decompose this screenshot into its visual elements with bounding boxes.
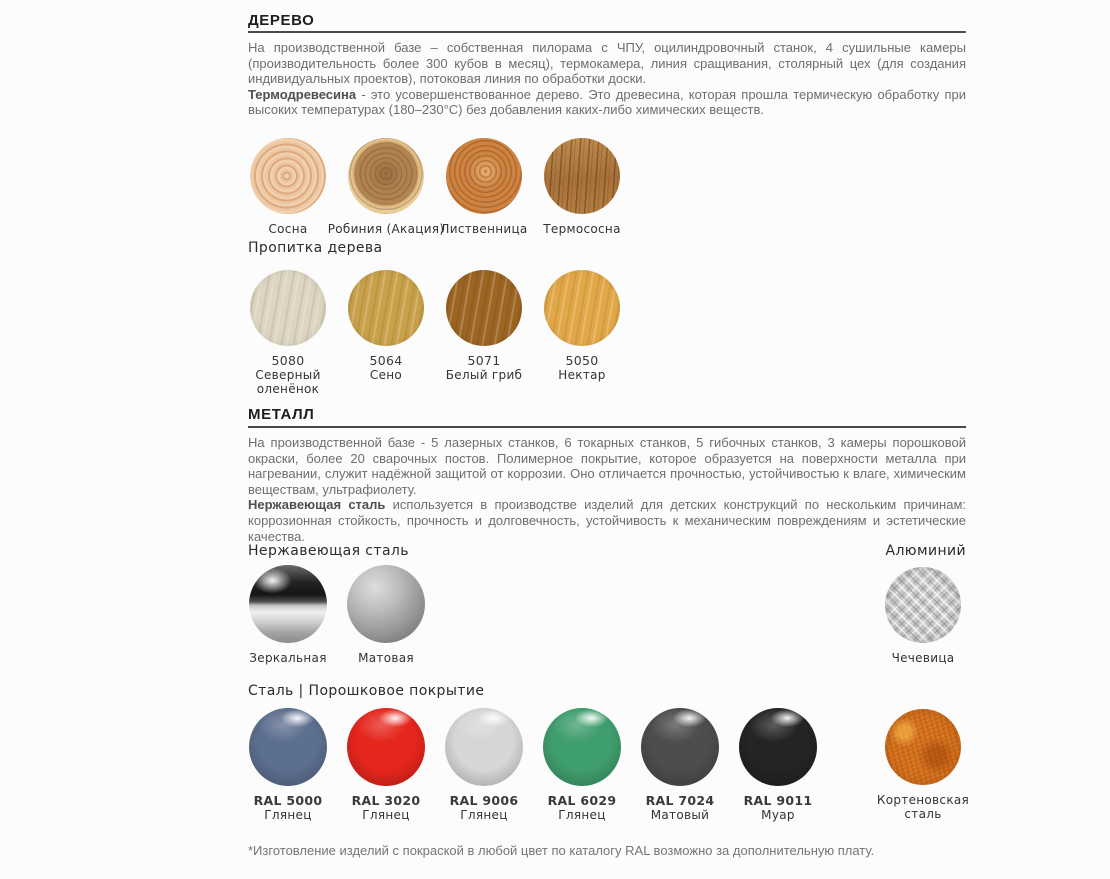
powder-item [435,708,533,822]
thermowood-term: Термодревесина [248,86,357,102]
impregnation-item [239,270,337,396]
checker-plate-swatch [885,567,961,643]
metal-intro-text: На производственной базе - 5 лазерных станков, 6 токарных станков, 5 гибочных станков, 3 камеры порошковой окраски, более 20 сварочных постов. Полимерное покрытие, которое образуется на поверхности металла при нагревании, служит надёжной защитой от коррозии. Оно отличается прочностью, устойчивостью к влаге, химическим веществам, ультрафиолету. [248,435,966,497]
wood-section-title: ДЕРЕВО [248,12,315,29]
corten-steel-swatch [885,709,961,785]
impregnation-item [533,270,631,396]
powder-item [239,708,337,822]
impregnation-code: 5071 [467,353,501,368]
impregnation-item [435,270,533,396]
impregnation-caption [558,354,605,382]
corten-item [874,709,972,821]
ral-code: RAL 9011 [743,793,813,808]
impregnation-name: Сено [369,368,403,382]
metal-section-divider [248,426,966,428]
powder-row [239,708,827,822]
ral-9011-swatch [739,708,817,786]
stainless-row [239,565,435,665]
powder-caption [744,794,813,822]
ral-code: RAL 9006 [449,793,519,808]
impregnation-name: Нектар [558,368,606,382]
impregnation-swatch-5050 [544,270,620,346]
impregnation-name: Северный оленёнок [255,368,321,396]
mirror-steel-label: Зеркальная [249,651,327,665]
ral-code: RAL 7024 [645,793,715,808]
impregnation-item [337,270,435,396]
impregnation-caption [446,354,523,382]
matte-steel-label: Матовая [358,651,414,665]
stainless-item [337,565,435,665]
corten-steel-label: Кортеновская сталь [876,793,970,821]
pine-swatch-image [250,138,326,214]
wood-species-row [239,138,631,236]
powder-item [631,708,729,822]
powder-caption [254,794,323,822]
powder-caption [352,794,421,822]
impregnation-group-label: Пропитка дерева [248,240,383,256]
ral-code: RAL 5000 [253,793,323,808]
wood-species-item [435,138,533,236]
thermowood-text: - это усовершенствованное дерево. Это древесина, которая прошла термическую обработку при высоких температурах (180–230°С) без добавления каких-либо химических веществ. [248,86,966,118]
robinia-label: Робиния (Акация) [327,222,445,236]
pine-label: Сосна [268,222,308,236]
impregnation-code: 5050 [565,353,599,368]
ral-code: RAL 6029 [547,793,617,808]
powder-caption [548,794,617,822]
thermopine-label: Термососна [543,222,621,236]
ral-3020-swatch [347,708,425,786]
impregnation-caption [239,354,337,396]
ral-finish: Глянец [460,808,508,822]
ral-7024-swatch [641,708,719,786]
wood-description [248,40,966,118]
ral-6029-swatch [543,708,621,786]
wood-species-item [239,138,337,236]
impregnation-swatch-5071 [446,270,522,346]
powder-group-label: Сталь | Порошковое покрытие [248,683,485,699]
metal-section-title: МЕТАЛЛ [248,406,315,423]
powder-item [729,708,827,822]
metal-description [248,435,966,544]
ral-footnote: *Изготовление изделий с покраской в любой цвет по каталогу RAL возможно за дополнительную плату. [248,843,875,858]
powder-caption [646,794,715,822]
impregnation-code: 5080 [271,353,305,368]
checker-plate-label: Чечевица [891,651,955,665]
impregnation-code: 5064 [369,353,403,368]
impregnation-swatch-5064 [348,270,424,346]
wood-species-item [327,138,445,236]
powder-caption [450,794,519,822]
stainless-item [239,565,337,665]
aluminum-group-label: Алюминий [885,543,966,559]
impregnation-name: Белый гриб [445,368,523,382]
stainless-group-label: Нержавеющая сталь [248,543,409,559]
ral-finish: Глянец [264,808,312,822]
wood-intro-text: На производственной базе – собственная пилорама с ЧПУ, оцилиндровочный станок, 4 сушильные камеры (производительность более 300 кубов в месяц), термокамера, линия сращивания, столярный цех (для создания индивидуальных проектов), потоковая линия по обработки доски. [248,40,966,87]
robinia-swatch-image [348,138,424,214]
mirror-steel-swatch [249,565,327,643]
thermopine-swatch-image [544,138,620,214]
ral-code: RAL 3020 [351,793,421,808]
larch-label: Лиственница [440,222,528,236]
ral-finish: Глянец [558,808,606,822]
stainless-text: используется в производстве изделий для детских конструкций по нескольким причинам: коррозионная стойкость, прочность и долговечность, устойчивость к механическим повреждениям и эстетические качества. [248,497,966,544]
ral-9006-swatch [445,708,523,786]
stainless-term: Нержавеющая сталь [248,497,386,513]
aluminum-item [874,567,972,665]
impregnation-caption [369,354,402,382]
ral-finish: Глянец [362,808,410,822]
ral-finish: Матовый [650,808,710,822]
ral-finish: Муар [761,808,795,822]
impregnation-row [239,270,631,396]
larch-swatch-image [446,138,522,214]
powder-item [337,708,435,822]
matte-steel-swatch [347,565,425,643]
wood-section-divider [248,31,966,33]
powder-item [533,708,631,822]
ral-5000-swatch [249,708,327,786]
impregnation-swatch-5080 [250,270,326,346]
wood-species-item [533,138,631,236]
